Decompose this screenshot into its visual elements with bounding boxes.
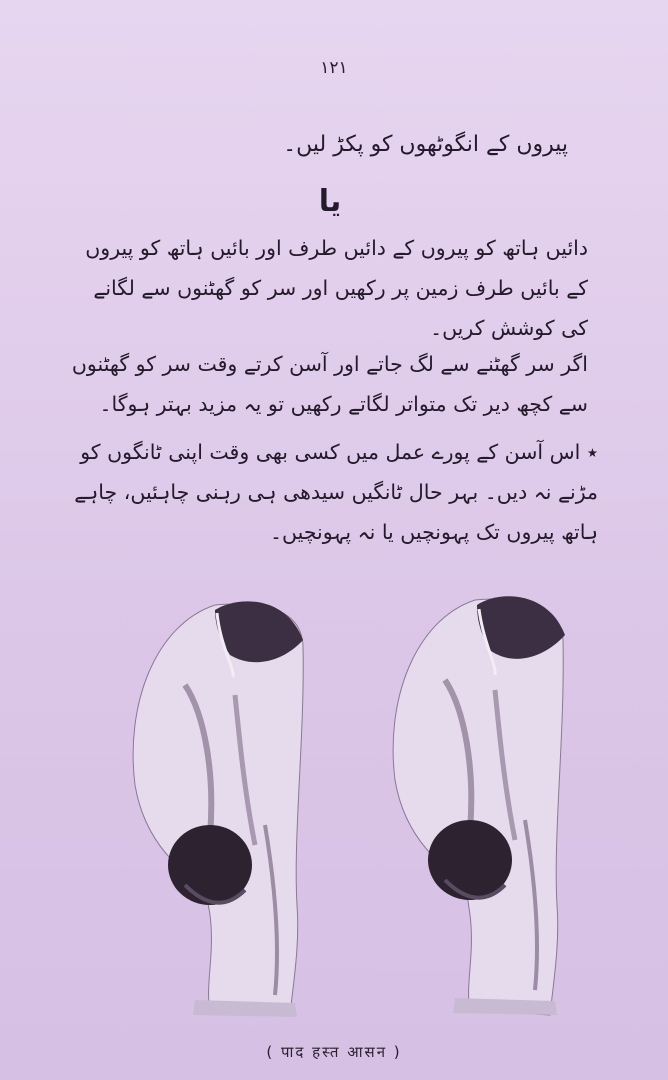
page-number: ١٢١ <box>320 58 348 78</box>
instruction-paragraph-head-to-knee: اگر سر گھٹنے سے لگ جاتے اور آسن کرتے وقت سر کو گھٹنوں سے کچھ دیر تک متواتر لگاتے رکھیں تو یہ مزید بہتر ہوگا۔ <box>71 352 588 416</box>
or-separator: یا <box>318 184 342 219</box>
figure-caption: ( पाद हस्त आसन ) <box>266 1043 402 1061</box>
instruction-line: پیروں کے انگوٹھوں کو پکڑ لیں۔ <box>283 132 568 157</box>
instruction-paragraph-note: ٭ اس آسن کے پورے عمل میں کسی بھی وقت اپنی ٹانگوں کو مڑنے نہ دیں۔ بہر حال ٹانگیں سیدھی ہی رہنی چاہئیں، چاہے ہاتھ پیروں تک پہونچیں یا نہ پہونچیں۔ <box>74 440 598 544</box>
instruction-paragraph-alternative: دائیں ہاتھ کو پیروں کے دائیں طرف اور بائیں ہاتھ کو پیروں کے بائیں طرف زمین پر رکھیں اور سر کو گھٹنوں سے لگانے کی کوشش کریں۔ <box>85 236 588 340</box>
pose-photograph <box>115 585 605 1025</box>
figure-left <box>133 601 303 1017</box>
figure-right <box>393 596 565 1015</box>
